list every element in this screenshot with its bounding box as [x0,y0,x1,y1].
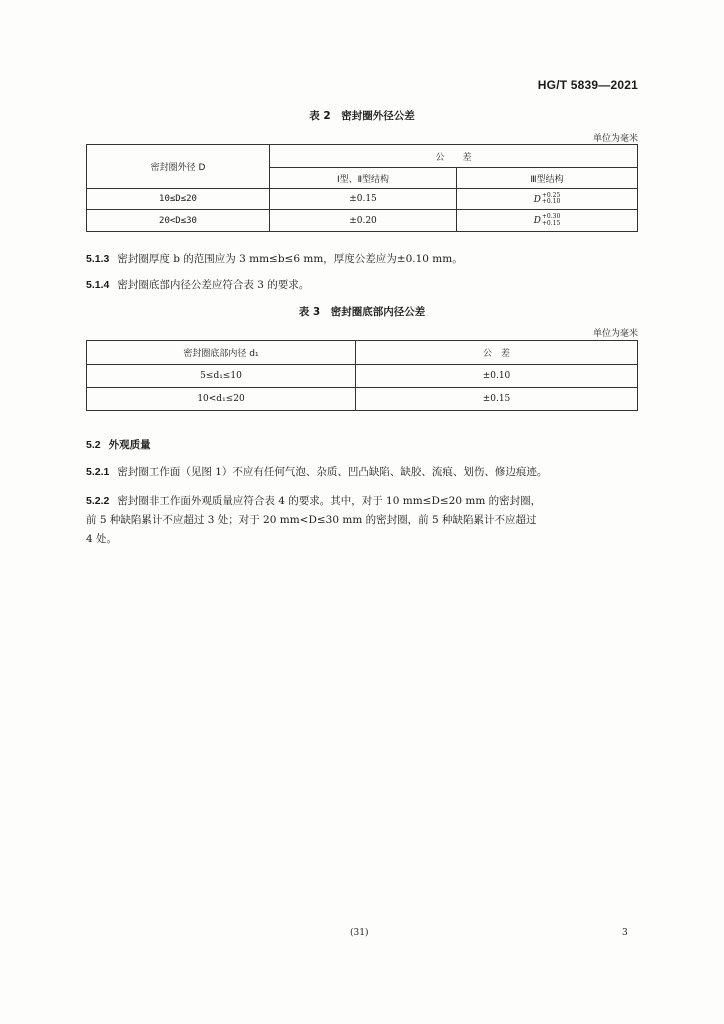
table2-cell-tol3 [457,189,638,210]
table-row [87,189,638,210]
table3-cell-range: 10<d₁≤20 [87,388,356,411]
table2-cell-range: 20<D≤30 [87,210,270,232]
deviation-lower: +0.10 [541,198,561,205]
clause-text: 密封圈非工作面外观质量应符合表 4 的要求。其中，对于 10 mm≤D≤20 mm 的密封圈， [117,495,542,507]
deviation-base: D [533,194,541,205]
clause-number: 5.1.3 [86,253,110,265]
table2-header-param: 密封圈外径 D [87,145,270,189]
table2-header-tolerance: 公 差 [270,145,638,168]
clause-line: 4 处。 [86,533,118,545]
deviation-value [534,193,561,206]
deviation-base: D [533,216,541,226]
table2-cell-range: 10≤D≤20 [87,189,270,210]
clause-text: 密封圈工作面（见图 1）不应有任何气泡、杂质、凹凸缺陷、缺胶、流痕、划伤、修边痕迹。 [117,466,548,478]
table2-cell-tol12: ±0.20 [270,210,457,232]
table3-cell-tol: ±0.15 [356,388,638,411]
clause-5-2-2 [86,492,638,549]
table2-cell-tol3 [457,210,638,232]
page-number-center: (31) [350,928,369,938]
deviation-lower: +0.15 [541,219,561,227]
section-5-2-heading [86,437,151,452]
table-row [87,210,638,232]
deviation-value [534,214,561,227]
clause-number: 5.2.2 [86,495,110,507]
table2-caption: 表 2 密封圈外径公差 [309,110,415,122]
table-row [87,388,638,411]
table-row [87,365,638,388]
page-number-right: 3 [622,928,628,938]
clause-text: 密封圈底部内径公差应符合表 3 的要求。 [117,279,310,291]
table2-unit: 单位为毫米 [592,134,638,144]
table2-header-type12: Ⅰ型、Ⅱ型结构 [270,168,457,189]
table3-caption: 表 3 密封圈底部内径公差 [298,306,426,318]
table2 [86,144,638,232]
table3-header-tolerance: 公 差 [356,341,638,365]
table3-header-param: 密封圈底部内径 d₁ [87,341,356,365]
section-number: 5.2 [86,439,101,451]
table3-cell-range: 5≤d₁≤10 [87,365,356,388]
table2-header-type3: Ⅲ型结构 [457,168,638,189]
table3-unit: 单位为毫米 [592,329,638,339]
table2-cell-tol12: ±0.15 [270,189,457,210]
clause-number: 5.1.4 [86,279,110,291]
standard-code: HG/T 5839—2021 [537,78,638,92]
clause-5-1-3 [86,250,638,269]
clause-5-1-4 [86,276,638,295]
clause-line: 前 5 种缺陷累计不应超过 3 处；对于 20 mm<D≤30 mm 的密封圈，前 5 种缺陷累计不应超过 [86,514,537,526]
deviation-upper: +0.30 [541,213,561,220]
clause-5-2-1 [86,463,638,482]
clause-number: 5.2.1 [86,466,110,478]
table3-cell-tol: ±0.10 [356,365,638,388]
clause-line [86,492,638,511]
deviation-upper: +0.25 [541,191,561,199]
clause-text: 密封圈厚度 b 的范围应为 3 mm≤b≤6 mm，厚度公差应为±0.10 mm。 [117,253,463,265]
section-title: 外观质量 [108,439,151,451]
table3 [86,340,638,411]
